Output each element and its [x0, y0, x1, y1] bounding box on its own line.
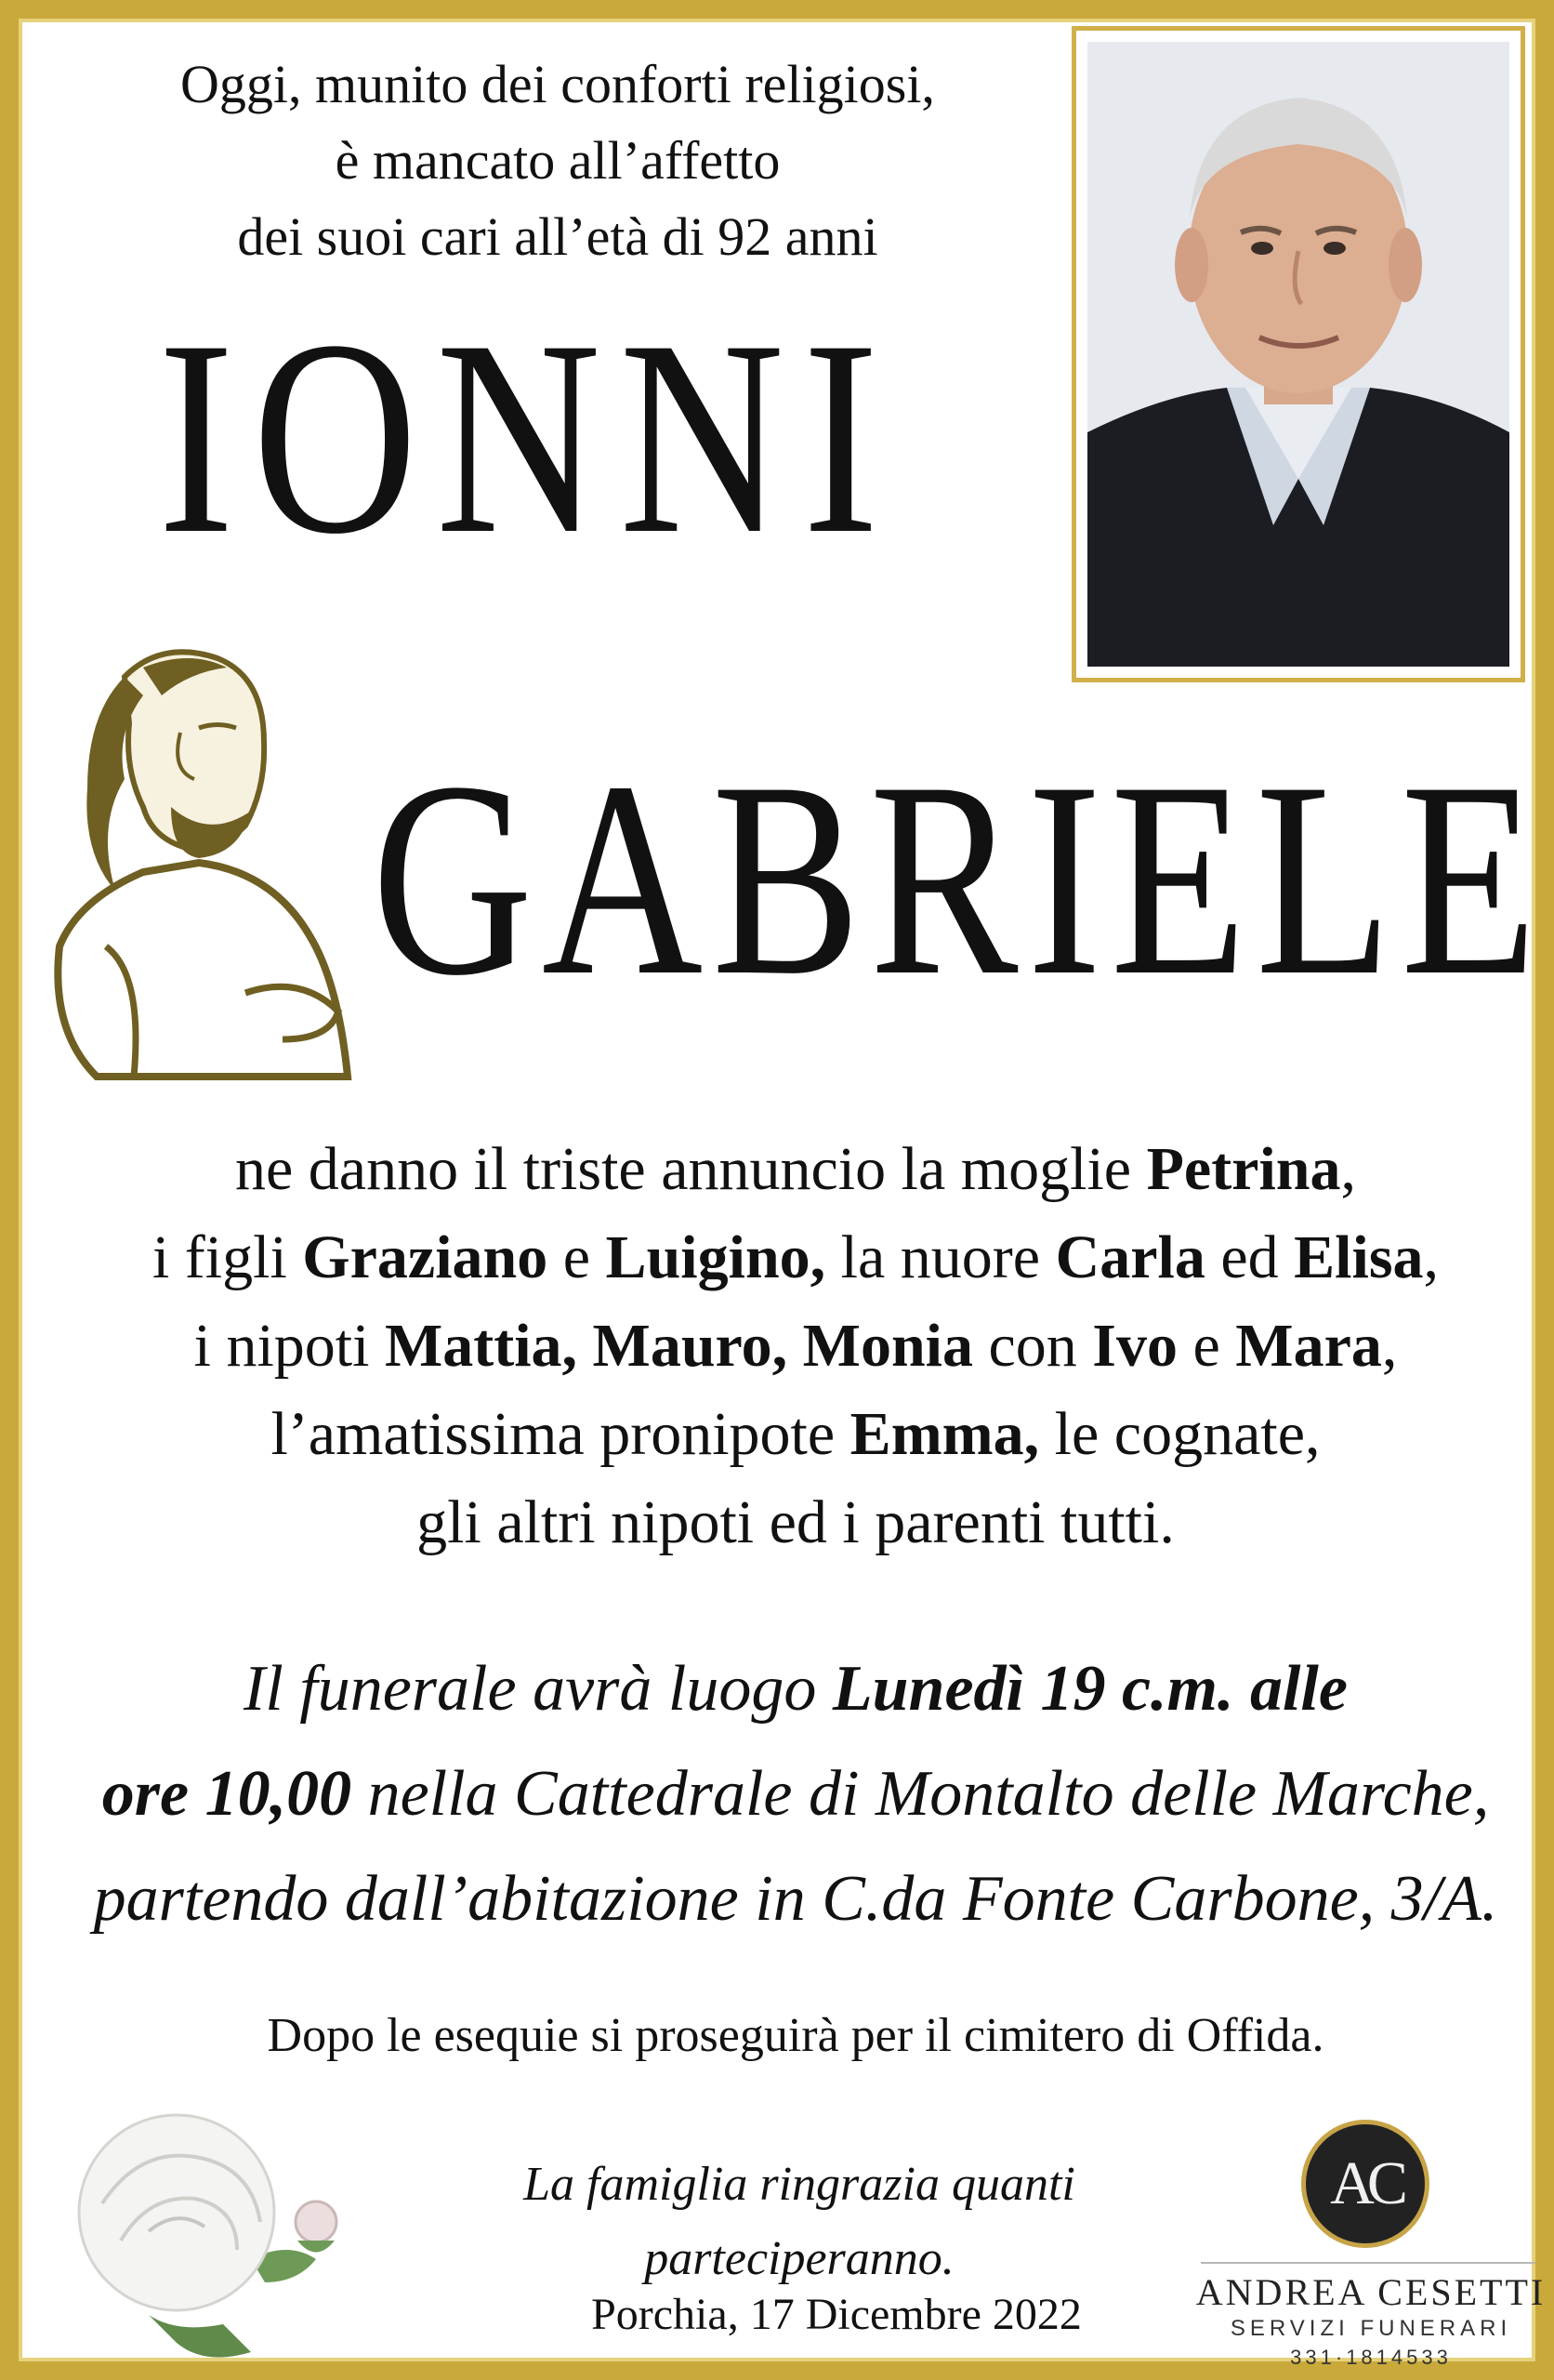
announcement-line-5: gli altri nipoti ed i parenti tutti.: [416, 1488, 1175, 1556]
funeral-line-3: partendo dall’abitazione in C.da Fonte Carbone, 3/A.: [93, 1863, 1498, 1935]
funeral-line-1: Il funerale avrà luogo Lunedì 19 c.m. alle: [244, 1653, 1348, 1725]
place-date: Porchia, 17 Dicembre 2022: [591, 2290, 1082, 2339]
jesus-portrait-icon: [32, 640, 357, 1086]
funeral-line-2: ore 10,00 nella Cattedrale di Montalto delle Marche,: [101, 1758, 1490, 1830]
funeral-details: [46, 1636, 1545, 1951]
intro-line-1: Oggi, munito dei conforti religiosi,: [180, 54, 935, 114]
announcement-line-4: l’amatissima pronipote Emma, le cognate,: [270, 1400, 1321, 1468]
funeral-home-phone: 331·1814533: [1290, 2346, 1452, 2369]
portrait-illustration: [1087, 42, 1509, 667]
intro-text: [74, 46, 1041, 275]
burial-note: Dopo le esequie si proseguirà per il cimitero di Offida.: [267, 2009, 1324, 2062]
announcement-line-2: i figli Graziano e Luigino, la nuore Carla ed Elisa,: [151, 1223, 1440, 1291]
intro-line-2: è mancato all’affetto: [335, 130, 781, 191]
deceased-photo: [1072, 26, 1525, 682]
funeral-home-subtitle: SERVIZI FUNERARI: [1230, 2316, 1512, 2341]
funeral-home-logo: AC: [1301, 2120, 1429, 2248]
logo-divider: [1201, 2262, 1535, 2264]
deceased-first-name: GABRIELE: [372, 724, 1547, 1033]
announcement-text: [56, 1125, 1535, 1567]
white-rose-icon: [37, 2101, 372, 2371]
intro-line-3: dei suoi cari all’età di 92 anni: [237, 206, 878, 267]
announcement-line-1: ne danno il triste annuncio la moglie Petrina,: [234, 1135, 1357, 1203]
deceased-surname: IONNI: [158, 283, 898, 591]
thanks-note: La famiglia ringrazia quanti parteciperanno.: [523, 2158, 1075, 2285]
funeral-home-name: ANDREA CESETTI: [1195, 2271, 1547, 2313]
announcement-line-3: i nipoti Mattia, Mauro, Monia con Ivo e Mara,: [193, 1312, 1398, 1380]
